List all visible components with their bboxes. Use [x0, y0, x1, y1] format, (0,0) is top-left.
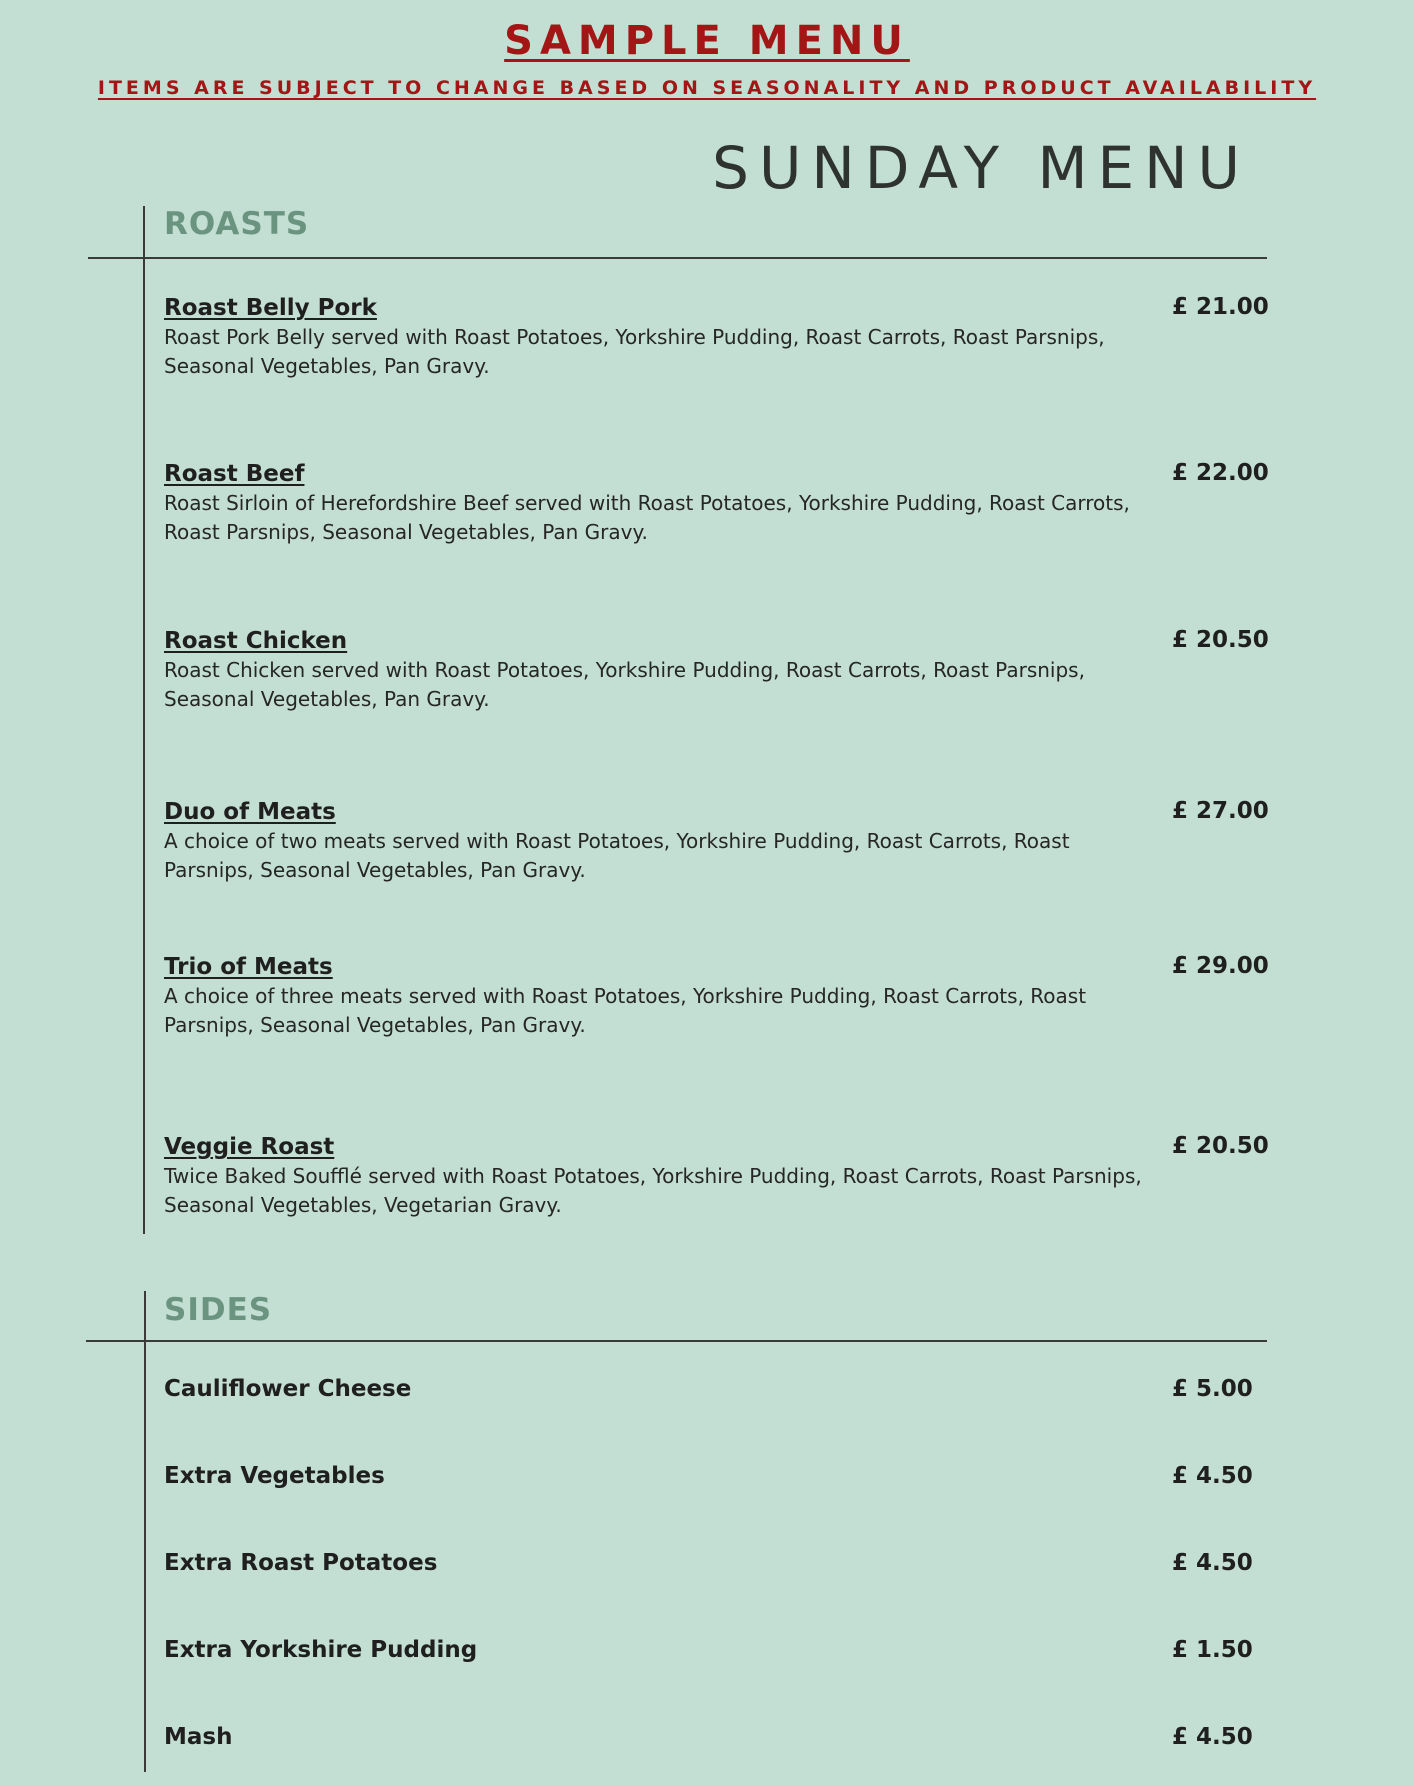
side-item-price: £ 5.00	[1172, 1376, 1253, 1402]
sides-vertical-rule	[144, 1291, 146, 1772]
item-name: Veggie Roast	[164, 1134, 335, 1160]
item-price: £ 22.00	[1172, 460, 1269, 486]
banner-title: SAMPLE MENU	[504, 18, 910, 64]
item-description: Roast Sirloin of Herefordshire Beef served with Roast Potatoes, Yorkshire Pudding, Roast Carrots, Roast Parsnips, Seasonal Vegetables, Pan Gravy.	[164, 491, 1130, 544]
menu-item	[164, 1133, 1164, 1220]
item-price: £ 27.00	[1172, 798, 1269, 824]
side-item-name: Extra Roast Potatoes	[164, 1550, 438, 1576]
item-name: Roast Chicken	[164, 628, 348, 654]
item-price: £ 29.00	[1172, 953, 1269, 979]
menu-item	[164, 460, 1164, 547]
side-item-name: Extra Vegetables	[164, 1463, 385, 1489]
item-description: Roast Pork Belly served with Roast Potatoes, Yorkshire Pudding, Roast Carrots, Roast Parsnips, Seasonal Vegetables, Pan Gravy.	[164, 325, 1105, 378]
item-price: £ 20.50	[1172, 1133, 1269, 1159]
roasts-vertical-rule	[143, 206, 145, 1234]
side-item-price: £ 4.50	[1172, 1550, 1253, 1576]
side-item-name: Cauliflower Cheese	[164, 1376, 412, 1402]
item-description: Roast Chicken served with Roast Potatoes, Yorkshire Pudding, Roast Carrots, Roast Parsnips, Seasonal Vegetables, Pan Gravy.	[164, 658, 1085, 711]
item-description: A choice of two meats served with Roast Potatoes, Yorkshire Pudding, Roast Carrots, Roast Parsnips, Seasonal Vegetables, Pan Gravy.	[164, 829, 1070, 882]
side-item-price: £ 1.50	[1172, 1637, 1253, 1663]
availability-notice: ITEMS ARE SUBJECT TO CHANGE BASED ON SEASONALITY AND PRODUCT AVAILABILITY	[97, 77, 1317, 99]
item-price: £ 20.50	[1172, 627, 1269, 653]
sides-divider	[86, 1340, 1267, 1342]
item-name: Roast Belly Pork	[164, 295, 377, 321]
sides-heading: SIDES	[164, 1292, 273, 1328]
side-item-price: £ 4.50	[1172, 1463, 1253, 1489]
item-description: Twice Baked Soufflé served with Roast Potatoes, Yorkshire Pudding, Roast Carrots, Roast Parsnips, Seasonal Vegetables, Vegetarian Gravy.	[164, 1164, 1142, 1217]
menu-item	[164, 953, 1164, 1040]
item-name: Trio of Meats	[164, 954, 333, 980]
side-item-name: Mash	[164, 1724, 233, 1750]
item-description: A choice of three meats served with Roast Potatoes, Yorkshire Pudding, Roast Carrots, Roast Parsnips, Seasonal Vegetables, Pan Gravy.	[164, 984, 1087, 1037]
item-name: Duo of Meats	[164, 799, 336, 825]
item-price: £ 21.00	[1172, 294, 1269, 320]
menu-item	[164, 294, 1164, 381]
side-item-price: £ 4.50	[1172, 1724, 1253, 1750]
menu-item	[164, 627, 1164, 714]
menu-title: SUNDAY MENU	[712, 134, 1250, 202]
item-name: Roast Beef	[164, 461, 305, 487]
side-item-name: Extra Yorkshire Pudding	[164, 1637, 478, 1663]
menu-item	[164, 798, 1164, 885]
roasts-divider	[88, 257, 1267, 259]
roasts-heading: ROASTS	[164, 206, 310, 242]
